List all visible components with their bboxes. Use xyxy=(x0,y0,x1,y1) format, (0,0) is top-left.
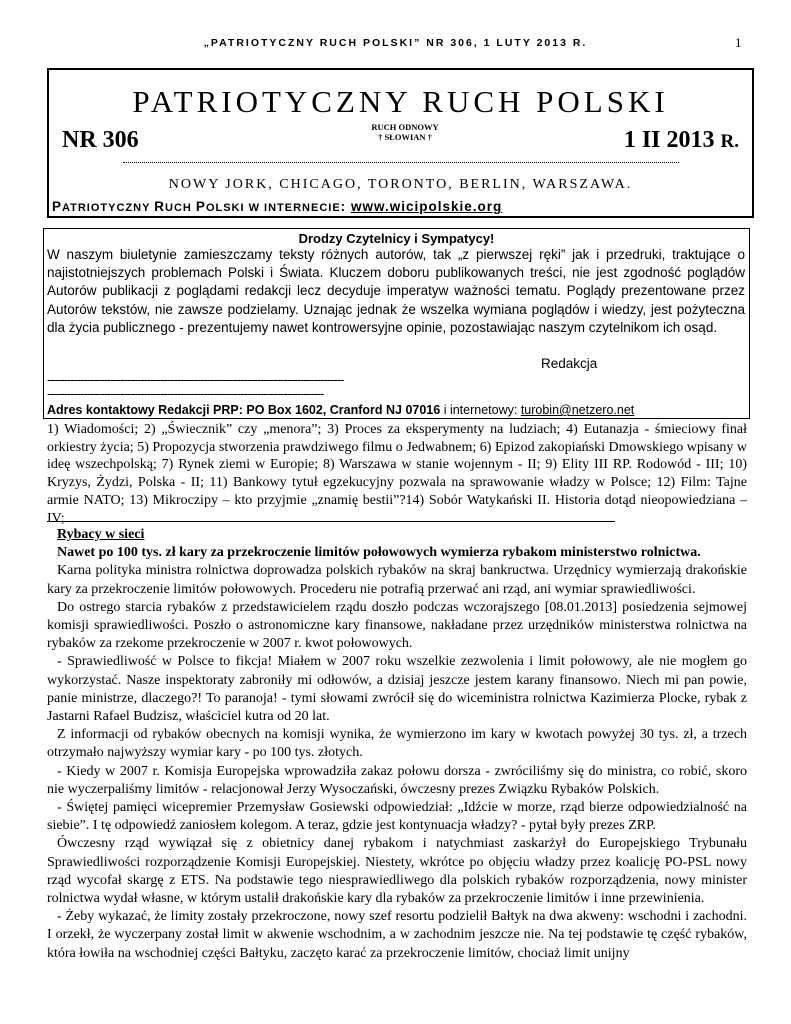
website-link[interactable]: www.wicipolskie.org xyxy=(350,199,503,214)
article-paragraph: Do ostrego starcia rybaków z przedstawicielem rządu doszło podczas wczorajszego [08.01.2013] posiedzenia sejmowej komisji sprawiedliwości. Poszło o astronomiczne kary finansowe, nakładane przez urzędników ministerstwa rolnictwa na rybaków za rzekome przekroczenie w 2007 r. kwot połowowych. xyxy=(47,599,747,652)
masthead-divider xyxy=(123,162,679,163)
issue-date xyxy=(624,127,739,154)
issue-date-suffix: R. xyxy=(720,131,739,152)
table-of-contents: 1) Wiadomości; 2) „Świecznik” czy „menora”; 3) Proces za eksperymenty na ludziach; 4) Eutanazja - śmieciowy finał orkiestry życia; 5) Propozycja stworzenia prawdziwego filmu o Jedwabnem; 6) Epizod zakopiański Dmowskiego wpisany w ideę wszechpolską; 7) Rynek ziemi w Europie; 8) Warszawa w stanie wojennym - II; 9) Elity III RP. Rodowód - III; 10) Kryzys, Żydzi, Polska - II; 11) Bankowy tytuł egzekucyjny pozwala na sprawowanie władzy w Polsce; 12) Film: Tajne armie NATO; 13) Mikroczipy – kto przyjmie „znamię bestii”?14) Sobór Watykański II. Historia dotąd nieopowiedziana – IV; xyxy=(47,422,747,526)
article-paragraph: Ówczesny rząd wywiązał się z obietnicy danej rybakom i natychmiast zaskarżył do Europejskiego Trybunału Sprawiedliwości rozporządzenie Komisji Europejskiej. Niestety, wkrótce po objęciu władzy przez koalicję PO-PSL nowy rząd wycofał skargę z ETS. Na podstawie tego niesprawiedliwego dla polskich rybaków rozporządzenia, nowy minister rolnictwa wydał własne, w którym ustalił drakońskie kary dla rybaków za przekroczenie limitów i inne przewinienia. xyxy=(47,836,747,907)
article-paragraph: Karna polityka ministra rolnictwa doprowadza polskich rybaków na skraj bankructwa. Urzędnicy wymierzają drakońskie kary za przekroczenie limitów połowowych. Procederu nie potrafią przerwać ani rząd, ani wymiar sprawiedliwości. xyxy=(47,563,747,597)
notice-body: W naszym biuletynie zamieszczamy teksty różnych autorów, tak „z pierwszej ręki” jak i przedruki, traktujące o najistotniejszych problemach Polski i Świata. Kluczem doboru publikowanych treści, nie jest zgodność poglądów Autorów publikacji z poglądami redakcji lecz decyduje imperatyw ważności tematu. Poglądy prezentowane przez Autorów tekstów, nie zawsze podzielamy. Uznając jednak że wszelka wymiana poglądów i wiedzy, jest pożyteczna dla życia publicznego - prezentujemy nawet kontrowersyjne opinie, pozostawiając naszym czytelnikom ich osąd. xyxy=(47,247,745,335)
internet-label: PATRIOTYCZNY RUCH POLSKI W INTERNECIE: xyxy=(52,199,347,214)
editorial-notice xyxy=(43,228,750,419)
running-header: „PATRIOTYCZNY RUCH POLSKI” NR 306, 1 LUTY 2013 R. xyxy=(203,37,588,49)
article-paragraph: Z informacji od rybaków obecnych na komisji wynika, że wymierzono im kary w kwotach powyżej 30 tys. zł, a trzech otrzymało najwyższy wymiar kary - po 100 tys. złotych. xyxy=(47,727,747,761)
page-number: 1 xyxy=(735,35,742,50)
issue-number: NR 306 xyxy=(62,127,139,153)
logo-line: RUCH ODNOWY xyxy=(371,122,439,132)
contact-address: : PO Box 1602, Cranford NJ 07016 xyxy=(238,403,441,417)
article xyxy=(47,526,747,963)
contact-internet-label: i internetowy: xyxy=(440,403,521,417)
contact-line xyxy=(47,403,634,417)
toc-divider xyxy=(47,521,615,522)
notice-signature: Redakcja xyxy=(541,356,598,371)
article-paragraph: - Świętej pamięci wicepremier Przemysław Gosiewski odpowiedział: „Idźcie w morze, rząd bierze odpowiedzialność na siebie”. I tę odpowiedź zaniosłem kolegom. A teraz, gdzie jest kontynuacja władzy? - pytał były prezes ZRP. xyxy=(47,800,747,834)
article-title: Rybacy w sieci xyxy=(57,527,145,542)
notice-title: Drodzy Czytelnicy i Sympatycy! xyxy=(298,231,495,246)
logo-line: † SŁOWIAN † xyxy=(378,132,432,142)
article-paragraph: - Żeby wykazać, że limity zostały przekroczone, nowy szef resortu podzielił Bałtyk na dwa akweny: wschodni i zachodni. I orzekł, że wyczerpany został limit w akwenie wschodnim, a w zachodnim jeszcze nie. Na tej podstawie tę część rybaków, która łowiła na wschodniej części Bałtyku, zaczęto karać za przekroczenie limitów, chociaż limit unijny xyxy=(47,909,747,961)
masthead xyxy=(47,68,754,218)
internet-line xyxy=(52,199,502,214)
contact-label: Adres kontaktowy Redakcji PRP xyxy=(47,403,239,417)
article-paragraph: - Kiedy w 2007 r. Komisja Europejska wprowadziła zakaz połowu dorsza - zwróciliśmy się do ministra, co robić, skoro nie wyczerpaliśmy limitów - relacjonował Jerzy Wysoczański, ówczesny prezes Związku Rybaków Polskich. xyxy=(47,763,747,797)
masthead-title: PATRIOTYCZNY RUCH POLSKI xyxy=(132,84,669,119)
dashed-rule: ----------------------------------------------------------------------------------- xyxy=(47,386,324,401)
cities-line: NOWY JORK, CHICAGO, TORONTO, BERLIN, WARSZAWA. xyxy=(168,177,633,192)
contact-email-link[interactable]: turobin@netzero.net xyxy=(520,403,635,417)
article-paragraph: - Sprawiedliwość w Polsce to fikcja! Miałem w 2007 roku wszelkie zezwolenia i limit połowowy, ale nie mogłem go wykorzystać. Nasze inspektoraty zabroniły mi odłowów, a dzisiaj jeszcze jestem karany finansowo. Niech mi pan powie, panie ministrze, dlaczego?! To paranoja! - tymi słowami zwrócił się do wiceministra rolnictwa Kazimierza Plocke, rybak z Jastarni Rafael Budzisz, właściciel kutra od 20 lat. xyxy=(47,654,747,725)
issue-date-value: 1 II 2013 xyxy=(623,127,715,153)
logo xyxy=(369,122,441,158)
dashed-rule: ----------------------------------------------------------------------------------------- xyxy=(47,372,344,387)
article-lead: Nawet po 100 tys. zł kary za przekroczenie limitów połowowych wymierza rybakom ministerstwo rolnictwa. xyxy=(57,545,701,561)
